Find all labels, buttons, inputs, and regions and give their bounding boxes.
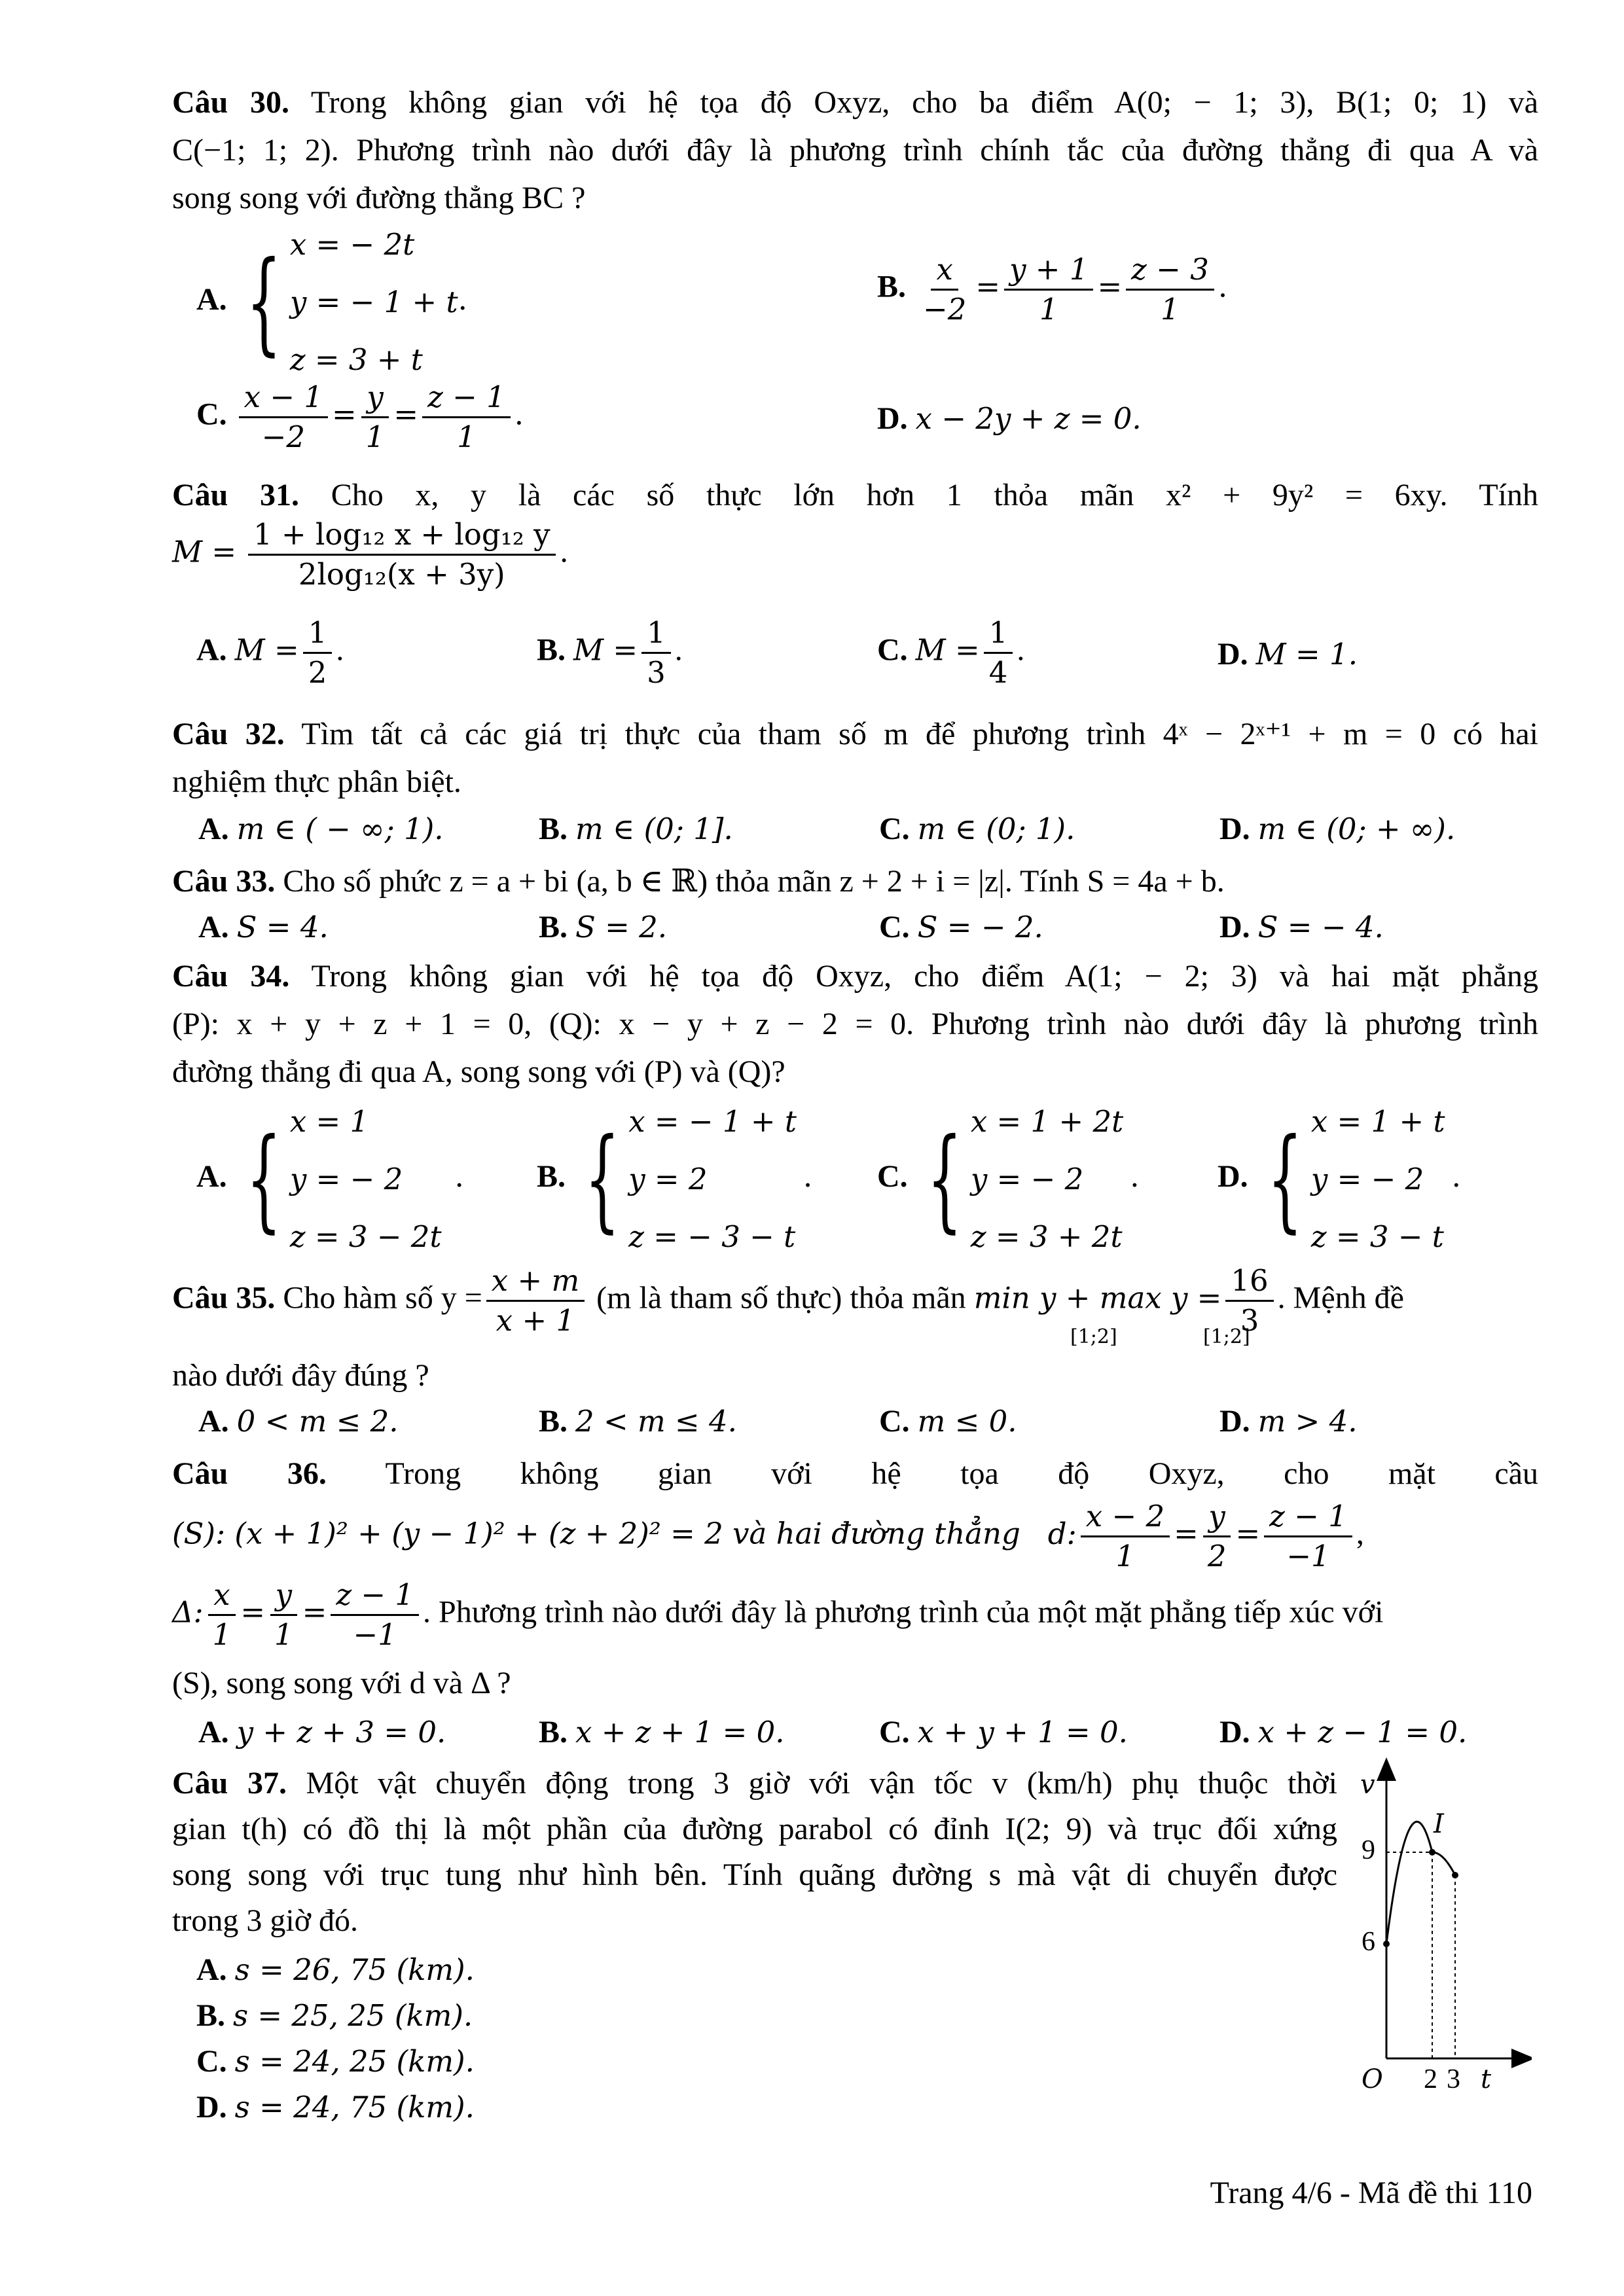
q36-e3-num: z − 1 bbox=[331, 1577, 419, 1616]
q36-d-label: D. bbox=[1219, 1715, 1250, 1749]
q34-a-line3: z = 3 − 2t bbox=[289, 1219, 442, 1254]
question-33 bbox=[172, 857, 1538, 905]
q35-interval-min: [1;2] bbox=[1070, 1325, 1117, 1348]
q34-a-line1: x = 1 bbox=[289, 1104, 369, 1139]
q31-c-label: C. bbox=[877, 632, 908, 668]
question-32 bbox=[172, 710, 1538, 806]
q30-d-label: D. bbox=[877, 401, 908, 436]
q30-c-label: C. bbox=[196, 397, 227, 432]
q34-d-line1: x = 1 + t bbox=[1310, 1104, 1445, 1139]
question-36 bbox=[172, 1450, 1538, 1498]
q34-b-line1: x = − 1 + t bbox=[628, 1104, 797, 1139]
parabol-curve bbox=[1386, 1821, 1455, 1944]
q34-line1 bbox=[172, 952, 1538, 1000]
q30-line3: song song với đường thẳng BC ? bbox=[172, 181, 586, 215]
q36-d-pre: d: bbox=[1047, 1516, 1077, 1551]
q31-den: 2log₁₂(x + 3y) bbox=[298, 557, 505, 592]
q32-option-d[interactable] bbox=[1219, 805, 1455, 853]
q36-d-text: x + z − 1 = 0. bbox=[1257, 1715, 1468, 1749]
q33-b-text: S = 2. bbox=[575, 910, 668, 944]
q30-a-tail: . bbox=[458, 282, 467, 317]
q32-option-a[interactable] bbox=[198, 805, 444, 853]
q37-text1: Một vật chuyển động trong 3 giờ với vận tốc v (km/h) phụ thuộc thời bbox=[306, 1766, 1338, 1801]
origin-label: O bbox=[1362, 2064, 1383, 2094]
q34-option-b[interactable]: B. { x = − 1 + t y = 2 z = − 3 − t . bbox=[537, 1093, 812, 1266]
q36-e2-den: 1 bbox=[274, 1617, 293, 1652]
q30-text1: Trong không gian với hệ tọa độ Oxyz, cho ba điểm A(0; − 1; 3), B(1; 0; 1) và bbox=[310, 85, 1539, 120]
q37-c-label: C. bbox=[196, 2044, 227, 2079]
q37-d-text: s = 24, 75 (km). bbox=[234, 2090, 475, 2125]
q36-line2: (S): (x + 1)² + (y − 1)² + (z + 2)² = 2 và hai đường thẳng d: $\frac{x - 2}{1}$ = $\frac{y}{2}$ = $\frac{z - 1}{-1}$ , bbox=[172, 1499, 1364, 1573]
q37-line1 bbox=[172, 1761, 1337, 1806]
q36-b-text: x + z + 1 = 0. bbox=[575, 1715, 785, 1749]
q37-a-text: s = 26, 75 (km). bbox=[234, 1952, 475, 1987]
q31-text: Cho x, y là các số thực lớn hơn 1 thỏa mãn x² + 9y² = 6xy. Tính bbox=[331, 478, 1538, 512]
q31-option-a[interactable]: A. M = $\frac{1}{2}$ . bbox=[196, 615, 344, 690]
q36-c-label: C. bbox=[879, 1715, 910, 1749]
q31-option-b[interactable]: B. M = $\frac{1}{3}$ . bbox=[537, 615, 683, 690]
q33-label: Câu 33. bbox=[172, 864, 276, 899]
q36-d2-den: 2 bbox=[1207, 1539, 1227, 1573]
question-31 bbox=[172, 471, 1538, 519]
q33-text: Cho số phức z = a + bi (a, b ∈ ℝ) thỏa mãn z + 2 + i = |z|. Tính S = 4a + b. bbox=[283, 864, 1225, 899]
q36-e2-num: y bbox=[270, 1577, 297, 1616]
q36-d1-den: 1 bbox=[1115, 1539, 1135, 1573]
q31-b-num: 1 bbox=[641, 615, 671, 654]
q30-b-f1-den: −2 bbox=[923, 292, 967, 327]
q32-text2: nghiệm thực phân biệt. bbox=[172, 764, 461, 799]
q37-text4: trong 3 giờ đó. bbox=[172, 1903, 359, 1938]
q35-r-num: 16 bbox=[1225, 1263, 1273, 1302]
q36-d3-den: −1 bbox=[1286, 1539, 1330, 1573]
q32-option-b[interactable] bbox=[539, 805, 733, 853]
q35-option-d[interactable] bbox=[1219, 1397, 1358, 1445]
q37-c-text: s = 24, 25 (km). bbox=[234, 2044, 475, 2079]
q31-b-pre: M = bbox=[573, 632, 638, 668]
q34-d-label: D. bbox=[1218, 1159, 1248, 1194]
q32-a-label: A. bbox=[198, 812, 229, 846]
q30-c-f1-num: x − 1 bbox=[239, 380, 328, 418]
q31-d-text: M = 1. bbox=[1255, 637, 1358, 672]
q34-c-label: C. bbox=[877, 1159, 908, 1194]
q34-a-line2: y = − 2 bbox=[289, 1162, 403, 1196]
q35-a-text: 0 < m ≤ 2. bbox=[236, 1404, 399, 1439]
q33-option-c[interactable] bbox=[879, 903, 1043, 951]
q36-d1-num: x − 2 bbox=[1081, 1499, 1170, 1537]
q34-a-tail: . bbox=[454, 1159, 464, 1194]
q36-option-d[interactable] bbox=[1219, 1708, 1467, 1756]
q30-option-c[interactable]: C. $\frac{x - 1}{-2}$ = $\frac{y}{1}$ = $\frac{z - 1}{1}$ . bbox=[196, 380, 524, 454]
q36-line3: Δ: $\frac{x}{1}$ = $\frac{y}{1}$ = $\frac{z - 1}{-1}$ . Phương trình nào dưới đây là phương trình của một mặt phẳng tiếp xúc với bbox=[172, 1577, 1384, 1652]
q32-c-label: C. bbox=[879, 812, 910, 846]
q32-b-text: m ∈ (0; 1]. bbox=[575, 812, 733, 846]
q30-a-line1: x = − 2t bbox=[289, 227, 415, 262]
q32-text1: Tìm tất cả các giá trị thực của tham số m để phương trình 4ˣ − 2ˣ⁺¹ + m = 0 có hai bbox=[301, 717, 1538, 751]
q35-a-label: A. bbox=[198, 1404, 229, 1439]
q35-minmax: min y + max y = bbox=[973, 1280, 1222, 1316]
q33-b-label: B. bbox=[539, 910, 568, 944]
q31-d-label: D. bbox=[1218, 637, 1248, 672]
q31-m-left: M = bbox=[172, 534, 237, 569]
q36-a-label: A. bbox=[198, 1715, 229, 1749]
q33-options bbox=[172, 903, 1538, 951]
q31-label: Câu 31. bbox=[172, 478, 300, 512]
q31-option-d[interactable] bbox=[1218, 636, 1358, 672]
q31-a-den: 2 bbox=[308, 655, 327, 690]
q30-c-f3-num: z − 1 bbox=[422, 380, 511, 418]
q35-label: Câu 35. bbox=[172, 1280, 276, 1316]
q36-text1: Trong không gian với hệ tọa độ Oxyz, cho mặt cầu bbox=[385, 1456, 1538, 1491]
vertex-label: I bbox=[1434, 1809, 1444, 1839]
q35-d-text: m > 4. bbox=[1257, 1404, 1358, 1439]
q32-c-text: m ∈ (0; 1). bbox=[917, 812, 1075, 846]
q36-sphere: (S): (x + 1)² + (y − 1)² + (z + 2)² = 2 và hai đường thẳng bbox=[172, 1516, 1020, 1551]
q36-option-b[interactable] bbox=[539, 1708, 785, 1756]
q32-label: Câu 32. bbox=[172, 717, 285, 751]
q36-e1-num: x bbox=[208, 1577, 235, 1616]
q32-b-label: B. bbox=[539, 812, 568, 846]
q33-d-text: S = − 4. bbox=[1257, 910, 1384, 944]
q31-c-den: 4 bbox=[988, 655, 1008, 690]
q33-c-text: S = − 2. bbox=[917, 910, 1043, 944]
q30-c-f3-den: 1 bbox=[457, 420, 476, 454]
q30-a-line2: y = − 1 + t bbox=[289, 285, 458, 319]
q37-text2: gian t(h) có đồ thị là một phần của đường parabol có đỉnh I(2; 9) và trục đối xứng bbox=[172, 1812, 1337, 1846]
q35-option-a[interactable] bbox=[198, 1397, 399, 1445]
q34-c-tail: . bbox=[1130, 1159, 1140, 1194]
q32-option-c[interactable] bbox=[879, 805, 1075, 853]
q37-a-label: A. bbox=[196, 1952, 227, 1987]
q37-option-d[interactable] bbox=[196, 2085, 475, 2130]
q33-option-b[interactable] bbox=[539, 903, 667, 951]
velocity-graph bbox=[1335, 1754, 1532, 2127]
q31-b-label: B. bbox=[537, 632, 566, 668]
q31-c-pre: M = bbox=[915, 632, 980, 668]
q30-b-f2-num: y + 1 bbox=[1004, 252, 1093, 291]
q34-c-line3: z = 3 + 2t bbox=[970, 1219, 1123, 1254]
q30-option-a[interactable] bbox=[196, 216, 467, 389]
q37-b-label: B. bbox=[196, 1998, 226, 2033]
point-end bbox=[1452, 1872, 1458, 1878]
point-vertex bbox=[1429, 1849, 1435, 1856]
q37-options bbox=[196, 1947, 475, 2130]
q36-a-text: y + z + 3 = 0. bbox=[236, 1715, 446, 1749]
q36-options bbox=[172, 1708, 1538, 1756]
q34-c-line1: x = 1 + 2t bbox=[970, 1104, 1124, 1139]
q37-option-b[interactable] bbox=[196, 1993, 475, 2039]
q30-b-f3-num: z − 3 bbox=[1126, 252, 1214, 291]
q35-r-den: 3 bbox=[1240, 1303, 1259, 1338]
q35-options bbox=[172, 1397, 1538, 1445]
q36-d3-num: z − 1 bbox=[1264, 1499, 1352, 1537]
page-footer: Trang 4/6 - Mã đề thi 110 bbox=[1210, 2176, 1532, 2210]
q34-text1: Trong không gian với hệ tọa độ Oxyz, cho điểm A(1; − 2; 3) và hai mặt phẳng bbox=[311, 959, 1539, 994]
q34-option-c[interactable]: C. { x = 1 + 2t y = − 2 z = 3 + 2t . bbox=[877, 1093, 1140, 1266]
q31-a-num: 1 bbox=[303, 615, 333, 654]
question-34 bbox=[172, 952, 1538, 1096]
q32-line1 bbox=[172, 710, 1538, 758]
q35-d-label: D. bbox=[1219, 1404, 1250, 1439]
t-label: t bbox=[1481, 2064, 1492, 2094]
q30-option-d[interactable] bbox=[877, 401, 1142, 437]
q36-label: Câu 36. bbox=[172, 1456, 327, 1491]
q36-c-text: x + y + 1 = 0. bbox=[917, 1715, 1128, 1749]
q35-option-c[interactable] bbox=[879, 1397, 1017, 1445]
q35-f-den: x + 1 bbox=[496, 1303, 575, 1338]
q33-c-label: C. bbox=[879, 910, 910, 944]
q30-a-label: A. bbox=[196, 282, 227, 317]
q30-d-text: x − 2y + z = 0. bbox=[915, 401, 1142, 436]
q30-b-f1-num: x bbox=[931, 252, 958, 291]
q34-d-tail: . bbox=[1451, 1159, 1461, 1194]
q30-line2: C(−1; 1; 2). Phương trình nào dưới đây là phương trình chính tắc của đường thẳng đi qua A và bbox=[172, 133, 1538, 168]
q36-option-c[interactable] bbox=[879, 1708, 1128, 1756]
q35-post: . Mệnh đề bbox=[1277, 1280, 1404, 1316]
q30-b-tail: . bbox=[1218, 269, 1228, 304]
q35-mid: (m là tham số thực) thỏa mãn bbox=[596, 1280, 966, 1316]
q34-b-label: B. bbox=[537, 1159, 566, 1194]
q36-b-label: B. bbox=[539, 1715, 568, 1749]
q37-label: Câu 37. bbox=[172, 1766, 287, 1801]
q35-pre: Cho hàm số y = bbox=[283, 1280, 482, 1316]
q37-text3: song song với trục tung như hình bên. Tính quãng đường s mà vật di chuyển được bbox=[172, 1857, 1337, 1892]
q34-b-tail: . bbox=[803, 1159, 813, 1194]
q34-d-line3: z = 3 − t bbox=[1310, 1219, 1444, 1254]
q32-d-text: m ∈ (0; + ∞). bbox=[1257, 812, 1456, 846]
q30-c-f1-den: −2 bbox=[261, 420, 305, 454]
q36-text3: . Phương trình nào dưới đây là phương trình của một mặt phẳng tiếp xúc với bbox=[423, 1594, 1384, 1630]
q30-c-tail: . bbox=[514, 397, 524, 432]
q31-option-c[interactable]: C. M = $\frac{1}{4}$ . bbox=[877, 615, 1025, 690]
q30-line1 bbox=[172, 79, 1538, 126]
q35-b-label: B. bbox=[539, 1404, 568, 1439]
q30-c-f2-den: 1 bbox=[365, 420, 385, 454]
q31-a-label: A. bbox=[196, 632, 227, 668]
q35-b-text: 2 < m ≤ 4. bbox=[575, 1404, 737, 1439]
tick-3: 3 bbox=[1447, 2064, 1460, 2094]
q35-f-num: x + m bbox=[486, 1263, 585, 1302]
q37-option-c[interactable] bbox=[196, 2039, 475, 2085]
q33-option-a[interactable] bbox=[198, 903, 329, 951]
q33-option-d[interactable] bbox=[1219, 903, 1384, 951]
q30-b-f2-den: 1 bbox=[1039, 292, 1058, 327]
tick-6: 6 bbox=[1362, 1927, 1375, 1957]
q32-a-text: m ∈ ( − ∞; 1). bbox=[236, 812, 444, 846]
q35-c-label: C. bbox=[879, 1404, 910, 1439]
q34-a-label: A. bbox=[196, 1159, 227, 1194]
q31-c-num: 1 bbox=[984, 615, 1013, 654]
q34-b-line2: y = 2 bbox=[628, 1162, 708, 1196]
q30-c-f2-num: y bbox=[361, 380, 388, 418]
q36-d2-num: y bbox=[1203, 1499, 1230, 1537]
q33-a-label: A. bbox=[198, 910, 229, 944]
q35-text2: nào dưới đây đúng ? bbox=[172, 1358, 429, 1393]
point-start bbox=[1383, 1941, 1390, 1947]
q35-c-text: m ≤ 0. bbox=[917, 1404, 1017, 1439]
q34-option-a[interactable]: A. { x = 1 y = − 2 z = 3 − 2t . bbox=[196, 1093, 464, 1266]
q30-a-line3: z = 3 + t bbox=[289, 342, 423, 377]
q30-b-f3-den: 1 bbox=[1161, 292, 1180, 327]
q30-a-system: { x = − 2t y = − 1 + t z = 3 + t bbox=[235, 216, 458, 389]
q36-text4: (S), song song với d và Δ ? bbox=[172, 1666, 511, 1700]
q33-d-label: D. bbox=[1219, 910, 1250, 944]
q34-d-line2: y = − 2 bbox=[1310, 1162, 1424, 1196]
q35-interval-max: [1;2] bbox=[1203, 1325, 1250, 1348]
q34-text2: (P): x + y + z + 1 = 0, (Q): x − y + z − 2 = 0. Phương trình nào dưới đây là phương trình bbox=[172, 1007, 1538, 1041]
q32-d-label: D. bbox=[1219, 812, 1250, 846]
q33-a-text: S = 4. bbox=[236, 910, 329, 944]
q34-option-d[interactable]: D. { x = 1 + t y = − 2 z = 3 − t . bbox=[1218, 1093, 1461, 1266]
q35-option-b[interactable] bbox=[539, 1397, 737, 1445]
q34-c-line2: y = − 2 bbox=[970, 1162, 1084, 1196]
tick-9: 9 bbox=[1362, 1835, 1375, 1865]
q31-num: 1 + log₁₂ x + log₁₂ y bbox=[248, 517, 555, 556]
q30-option-b[interactable]: B. $\frac{x}{-2}$ = $\frac{y + 1}{1}$ = $\frac{z - 3}{1}$ . bbox=[877, 252, 1228, 327]
q37-d-label: D. bbox=[196, 2090, 227, 2125]
question-37 bbox=[172, 1761, 1337, 1944]
question-30 bbox=[172, 79, 1538, 222]
q31-a-pre: M = bbox=[234, 632, 299, 668]
q30-b-label: B. bbox=[877, 269, 907, 304]
q32-options bbox=[172, 805, 1538, 853]
q36-delta-pre: Δ: bbox=[172, 1594, 204, 1630]
q36-e3-den: −1 bbox=[353, 1617, 397, 1652]
tick-2: 2 bbox=[1424, 2064, 1437, 2094]
q31-b-den: 3 bbox=[647, 655, 666, 690]
q37-b-text: s = 25, 25 (km). bbox=[233, 1998, 473, 2033]
q30-label: Câu 30. bbox=[172, 85, 290, 120]
q34-label: Câu 34. bbox=[172, 959, 290, 994]
q34-b-line3: z = − 3 − t bbox=[628, 1219, 796, 1254]
q37-option-a[interactable] bbox=[196, 1947, 475, 1993]
q36-e1-den: 1 bbox=[212, 1617, 232, 1652]
q34-text3: đường thẳng đi qua A, song song với (P) và (Q)? bbox=[172, 1054, 785, 1089]
q36-option-a[interactable] bbox=[198, 1708, 446, 1756]
v-label: v bbox=[1360, 1770, 1375, 1800]
q31-formula: M = $\frac{\text{1 + log₁₂ x + log₁₂ y}}{\text{2log₁₂(x + 3y)}}$ . bbox=[172, 517, 569, 592]
